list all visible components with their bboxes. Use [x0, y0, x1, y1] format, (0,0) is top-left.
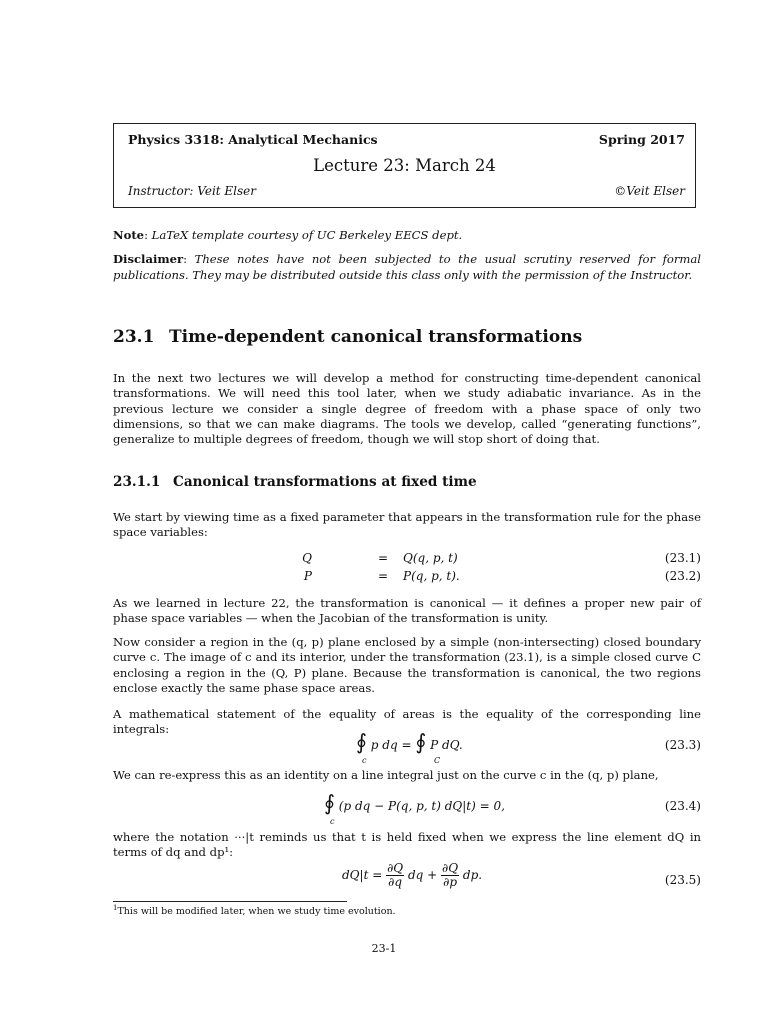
- disclaimer-block: Disclaimer: These notes have not been subjected to the usual scrutiny reserved for formal publications. They may be distributed outside this class only with the permission of the Instructor.: [113, 252, 702, 282]
- eq5-lhs: dQ|t =: [342, 868, 383, 882]
- eq3-left: p dq =: [370, 738, 412, 752]
- paragraph-reexpress: We can re-express this as an identity on a line integral just on the curve c in the (q, p) plane,: [113, 768, 659, 782]
- eq4-body: (p dq − P(q, p, t) dQ|t) = 0,: [338, 799, 505, 813]
- eq5-mid: dq +: [407, 868, 438, 882]
- eq1-lhs: Q: [302, 551, 312, 565]
- footnote-rule: [113, 901, 347, 902]
- lecture-title: Lecture 23: March 24: [313, 156, 496, 175]
- eq3-right: P dQ.: [430, 738, 463, 752]
- instructor: Instructor: Veit Elser: [128, 184, 257, 198]
- page-number: 23-1: [371, 942, 397, 955]
- lecture-header-box: [113, 123, 696, 208]
- paragraph-intro: In the next two lectures we will develop a method for constructing time-dependent canonical transformations. We will need this tool later, when we study adiabatic invariance. As in the previous lecture we consider a single degree of freedom with a phase space of only two dimensions, so that we can make diagrams. The tools we develop, called “generating functions”, generalize to multiple degrees of freedom, though we will stop short of doing that.: [113, 371, 701, 447]
- subsection-heading: [113, 474, 477, 490]
- term: Spring 2017: [598, 132, 685, 147]
- course-title: Physics 3318: Analytical Mechanics: [128, 132, 378, 147]
- disclaimer-label: Disclaimer: [113, 252, 184, 266]
- paragraph-areas: A mathematical statement of the equality of areas is the equality of the corresponding line integrals:: [113, 707, 701, 737]
- eq4-sub: c: [330, 817, 335, 826]
- equation-23-1: [113, 551, 701, 569]
- paragraph-start: We start by viewing time as a fixed parameter that appears in the transformation rule for the phase space variables:: [113, 510, 701, 540]
- contour-integral-icon: ∮: [324, 791, 335, 815]
- equation-23-4: [113, 791, 701, 827]
- eq2-op: =: [378, 569, 389, 583]
- section-number: 23.1: [113, 327, 155, 347]
- note-text: LaTeX template courtesy of UC Berkeley EECS dept.: [151, 228, 463, 242]
- paragraph-notation: where the notation ···|t reminds us that t is held fixed when we express the line element dQ in terms of dq and dp¹:: [113, 830, 701, 860]
- eq5-number: (23.5): [664, 873, 701, 887]
- partial-fraction-1: $\frac{\partial Q}{\partial q}$: [387, 861, 404, 889]
- eq2-rhs: P(q, p, t).: [403, 569, 460, 583]
- subsection-number: 23.1.1: [113, 474, 161, 490]
- eq1-number: (23.1): [664, 551, 701, 565]
- eq2-lhs: P: [303, 569, 312, 583]
- eq5-tail: dp.: [462, 868, 483, 882]
- note-line: Note: LaTeX template courtesy of UC Berkeley EECS dept.: [113, 228, 463, 242]
- contour-integral-icon: ∮: [356, 730, 367, 754]
- paragraph-region: Now consider a region in the (q, p) plane enclosed by a simple (non-intersecting) closed boundary curve c. The image of c and its interior, under the transformation (23.1), is a simple closed curve C enclosing a region in the (Q, P) plane. Because the transformation is canonical, the two regions enclose exactly the same phase space areas.: [113, 635, 701, 695]
- disclaimer-text: These notes have not been subjected to the usual scrutiny reserved for formal publications. They may be distributed outside this class only with the permission of the Instructor.: [113, 252, 702, 282]
- equation-23-2: [113, 569, 701, 587]
- footnote-mark: 1: [113, 904, 118, 912]
- eq2-number: (23.2): [664, 569, 701, 583]
- paragraph-canonical: As we learned in lecture 22, the transformation is canonical — it defines a proper new pair of phase space variables — when the Jacobian of the transformation is unity.: [113, 596, 701, 626]
- eq1-op: =: [378, 551, 389, 565]
- section-title: Time-dependent canonical transformations: [169, 327, 583, 347]
- footnote-text: This will be modified later, when we study time evolution.: [117, 906, 396, 918]
- eq3-sub-right: C: [434, 756, 441, 765]
- equation-23-5: [113, 860, 701, 896]
- copyright: ©Veit Elser: [614, 184, 685, 198]
- subsection-title: Canonical transformations at fixed time: [173, 474, 477, 490]
- contour-integral-icon: ∮: [415, 730, 427, 754]
- partial-fraction-2: $\frac{\partial Q}{\partial p}$: [442, 861, 459, 889]
- eq1-rhs: Q(q, p, t): [403, 551, 458, 565]
- footnote: [113, 904, 396, 917]
- section-heading: [113, 327, 582, 347]
- eq3-number: (23.3): [664, 738, 701, 752]
- eq3-sub-left: c: [362, 756, 367, 765]
- equation-23-3: [113, 730, 701, 766]
- eq4-number: (23.4): [664, 799, 701, 813]
- note-label: Note: [113, 228, 145, 242]
